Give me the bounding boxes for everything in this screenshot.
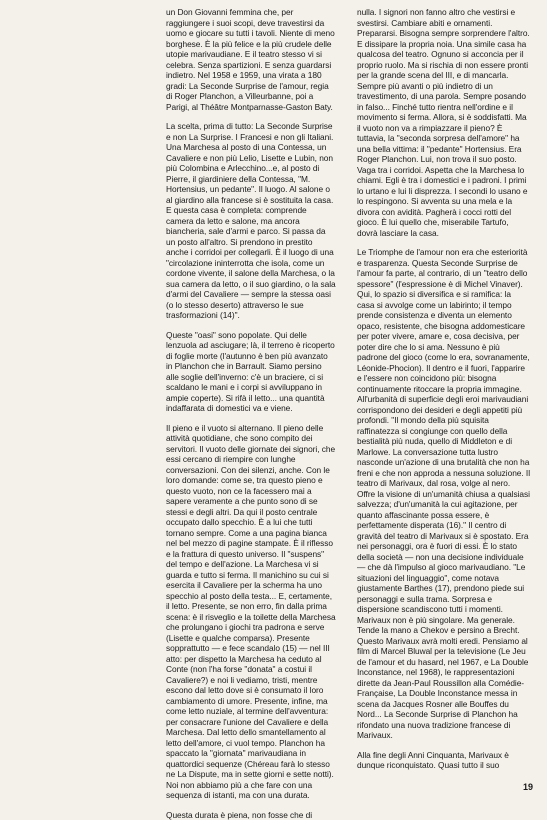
paragraph: Alla fine degli Anni Cinquanta, Marivaux è dunque riconquistato. Quasi tutto il suo xyxy=(357,750,530,771)
paragraph: Le Triomphe de l'amour non era che esteriorità e trasparenza. Questa Seconde Surprise de l'amour fa parte, al contrario, di un "teatro dello spessore" (l'espressione è di Michel Vinaver). Qui, lo spazio si diversifica e si ramifica: la casa si avvolge come un labirinto; il tempo prende consistenza e diventa un elemento opaco, resistente, che bisogna addomesticare per poter vivere, amare e, cosa decisiva, per poter dire che lo si ama. Nessuno è più padrone del gioco (come lo era, sovranamente, Léonide-Phocion). Il dentro e il fuori, l'apparire e l'essere non coincidono più: bisogna continuamente ritoccare la propria immagine. All'urbanità di superficie degli eroi marivaudiani corrispondono dei desideri e degli appetiti più profondi. "Il mondo della più squisita raffinatezza si congiunge con quello della bestialità più nuda, quello di Middleton e di Marlowe. La conversazione tutta lustro nasconde un'azione di una brutalità che non ha freni e che non approda a nessuna soluzione. Il teatro di Marivaux, dal rosa, volge al nero. Offre la visione di un'umanità chiusa a qualsiasi salvezza; d'un'umanità la cui agitazione, per quanto affascinante possa essere, è perfettamente disperata (16)." Il centro di gravità del teatro di Marivaux si è spostato. Era nei personaggi, ora è fuori di essi. È lo stato della società — non una decisione individuale — che dà l'impulso al gioco marivaudiano. "Le situazioni del linguaggio", come notava giustamente Barthes (17), prendono piede sui personaggi e sulla trama. Sorpresa e dispersione scandiscono tutti i momenti. Marivaux non è più singolare. Ma generale. Tende la mano a Chekov e persino a Brecht. Questo Marivaux avrà molti eredi. Pensiamo al film di Marcel Bluwal per la televisione (Le Jeu de l'amour et du hasard, nel 1967, e La Double Inconstance, nel 1968), le rappresentazioni dirette da Jean-Paul Roussillon alla Comédie-Française, La Double Inconstance messa in scena da Jacques Rosner alle Bouffes du Nord... La Seconde Surprise di Planchon ha rifondato una nuova tradizione francese di Marivaux. xyxy=(357,247,530,741)
paragraph: Il pieno e il vuoto si alternano. Il pieno delle attività quotidiane, che sono compito dei servitori. Il vuoto delle giornate dei signori, che essi cercano di riempire con lunghe conversazioni. Con dei silenzi, anche. Con le loro domande: come se, tra questo pieno e questo vuoto, non ce la facessero mai a sapere veramente a che punto sono di se stessi e degli altri. Da qui il posto centrale occupato dallo specchio. È a lui che tutti tornano sempre. Come a una pagina bianca nel bel mezzo di pagine stampate. È il riflesso e la frattura di questo universo. Il "suspens" del tempo e dell'azione. La Marchesa vi si guarda e tutto si ferma. Il manichino su cui si esercita il Cavaliere per la scherma ha uno specchio al posto della testa... E, certamente, il letto. Presente, se non erro, fin dalla prima scena: è il risveglio e la toilette della Marchesa che prolungano i giochi tra padrona e serve (Lisette e qualche comparsa). Presente sopprattutto — e fece scandalo (15) — nel III atto: per dispetto la Marchesa ha ceduto al Conte (non l'ha forse "donata" a costui il Cavaliere?) e noi li vediamo, tristi, mentre escono dal letto dove si è consumato il loro cambiamento di umore. Presente, infine, ma come letto nuziale, al termine dell'avventura: per consacrare l'unione del Cavaliere e della Marchesa. Dal letto dello smantellamento al letto dell'amore, ci vuol tempo. Planchon ha spaccato la "giornata" marivaudiana in quattordici sequenze (Chéreau farà lo stesso ne La Dispute, ma in sette giorni e sette notti). Noi non abbiamo più a che fare con una sequenza di istanti, ma con una durata. xyxy=(166,423,336,801)
page-number: 19 xyxy=(523,782,533,792)
left-text-column xyxy=(166,7,336,820)
paragraph: Questa durata è piena, non fosse che di xyxy=(166,810,336,820)
paragraph: Queste "oasi" sono popolate. Qui delle lenzuola ad asciugare; là, il terreno è ricoperto di foglie morte (l'autunno è ben più avanzato in Planchon che in Barrault. Siamo persino alle soglie dell'inverno: c'è un braciere, ci si scaldano le mani e i corpi si avviluppano in ampie coperte). Si rifà il letto... una quantità indaffarata di domestici va e viene. xyxy=(166,330,336,414)
right-text-column xyxy=(357,7,530,771)
paragraph: nulla. I signori non fanno altro che vestirsi e svestirsi. Cambiare abiti e ornamenti. Prepararsi. Bisogna sempre sorprendere l'altro. E dissipare la propria noia. Una simile casa ha qualcosa del teatro. Ognuno si acconcia per il proprio ruolo. Ma si rischia di non essere pronti per la grande scena del III, e di mancarla. Sempre più avanti o più indietro di un travestimento, di una parola. Sempre posando in falso... Finché tutto rientra nell'ordine e il movimento si ferma. Allora, si è soddisfatti. Ma il vuoto non va a rimpiazzare il pieno? È tuttavia, la "seconda sorpresa dell'amore" ha una bella vittima: il "pedante" Hortensius. Era Roger Planchon. Lui, non trova il suo posto. Vaga tra i corridoi. Aspetta che la Marchesa lo chiami. Egli è tra i domestici e i padroni. I primi lo urtano e lui li disprezza. I secondi lo usano e lo respingono. Si avventa su una mela e la divora con avidità. Pagherà i cocci rotti del gioco. È lui quello che, miserabile Tartufo, dovrà lasciare la casa. xyxy=(357,7,530,238)
paragraph: un Don Giovanni femmina che, per raggiungere i suoi scopi, deve travestirsi da uomo e giocare su tutti i tavoli. Niente di meno borghese. È la più felice e la più crudele delle utopie marivaudiane. E il teatro stesso vi si celebra. Senza spartizioni. E senza guardarsi indietro. Nel 1958 e 1959, una virata a 180 gradi: La Seconde Surprise de l'amour, regia di Roger Planchon, a Villeurbanne, poi a Parigi, al Théâtre Montparnasse-Gaston Baty. xyxy=(166,7,336,112)
paragraph: La scelta, prima di tutto: La Seconde Surprise e non La Surprise. I Francesi e non gli Italiani. Una Marchesa al posto di una Contessa, un Cavaliere e non più Lelio, Lisette e Lubin, non più Colombina e Arlecchino...e, al posto di Pierre, il giardiniere della Contessa, "M. Hortensius, un pedante". Il luogo. Al salone o al giardino alla francese si è sostituita la casa. E questa casa è completa: comprende camera da letto e salone, ma ancora biancheria, sale d'armi e parco. Si passa da un posto all'altro. Si prendono in prestito anche i corridoi per collegarli. È il luogo di una "circolazione ininterrotta che isola, come un cordone vivente, il salone della Marchesa, o la sua camera da letto, o il suo giardino, o la sala d'armi del Cavaliere — sempre la stessa oasi (o lo stesso deserto) attraverso le sue trasformazioni (14)". xyxy=(166,121,336,321)
